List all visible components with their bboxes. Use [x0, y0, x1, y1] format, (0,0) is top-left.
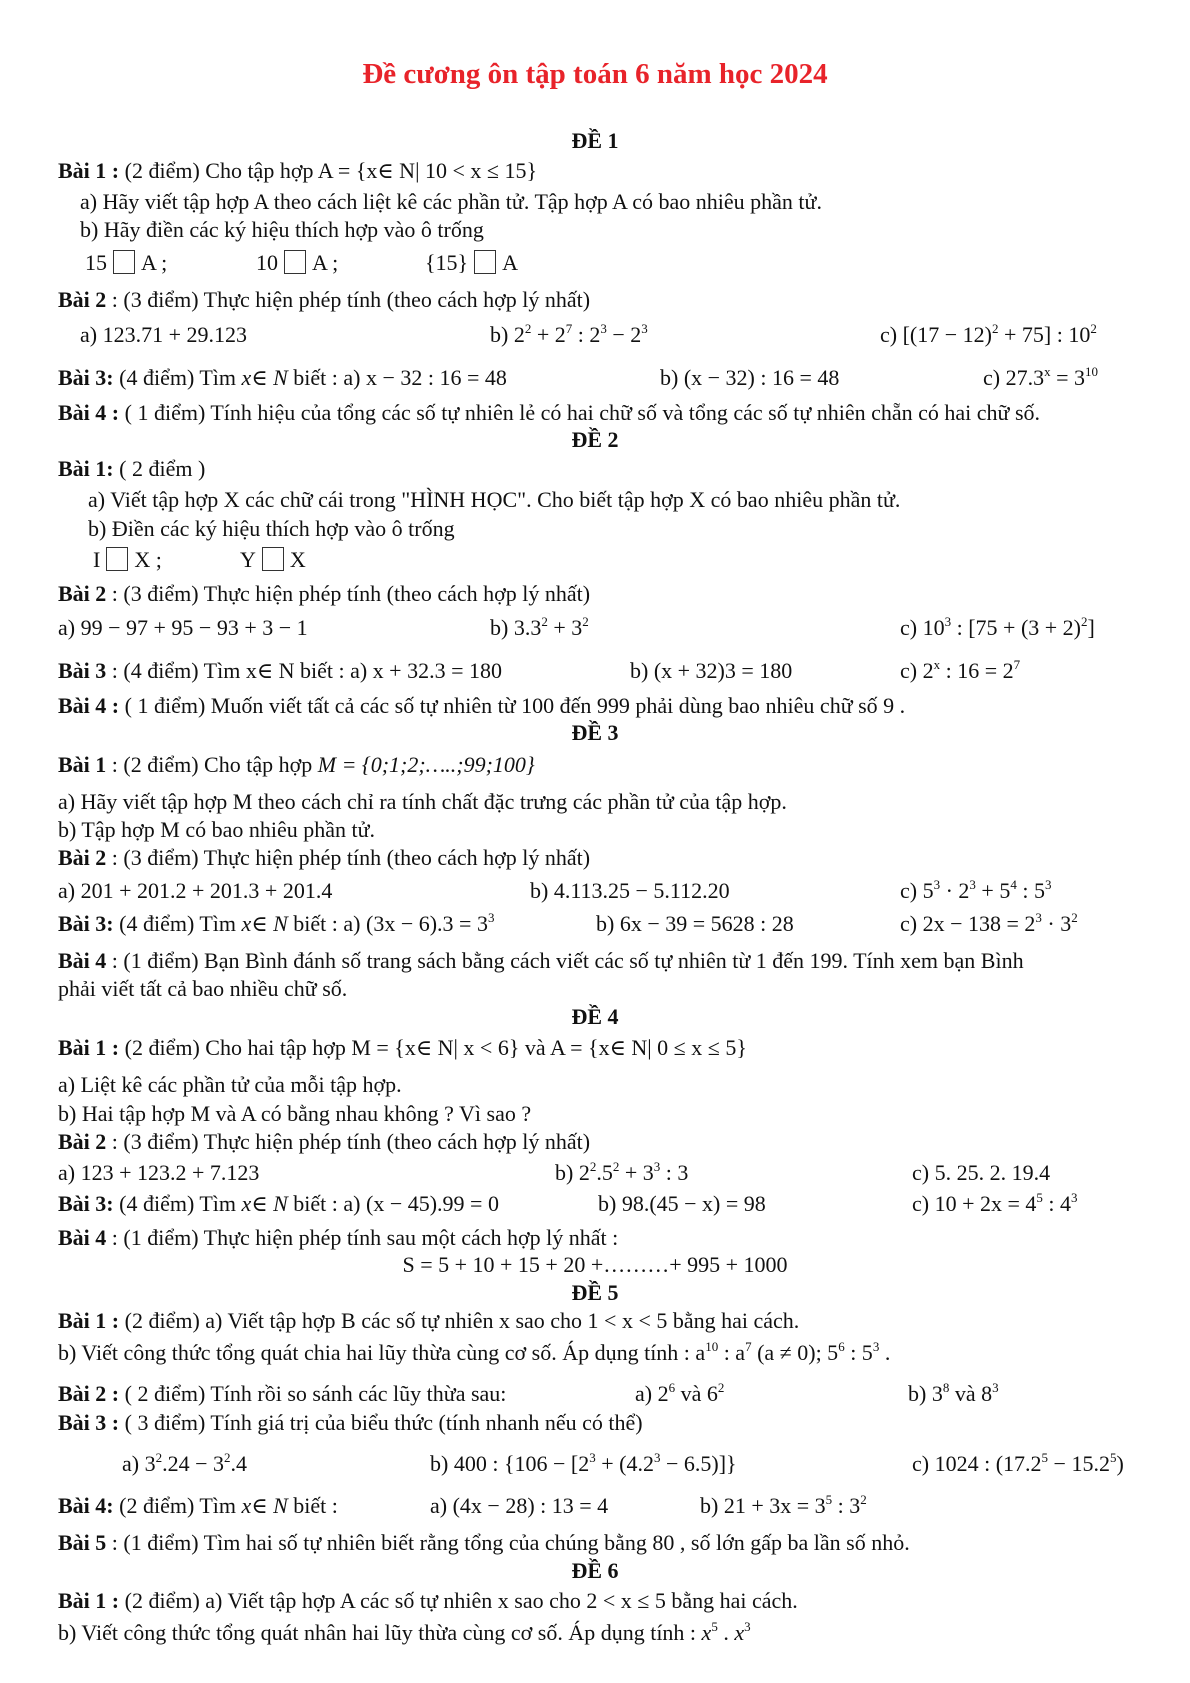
de4-bai1-label: Bài 1 : [58, 1035, 120, 1060]
de1-bai4 [58, 400, 1040, 426]
de2-fill1-after: X ; [134, 547, 162, 572]
de2-bai4-label: Bài 4 : [58, 693, 120, 718]
de4-bai1-a: a) Liệt kê các phần tử của mỗi tập hợp. [58, 1072, 402, 1097]
de5-bai3-a: a) $3^2.24 - 3^2.4$ [122, 1450, 248, 1476]
de2-bai1-text: ( 2 điểm ) [119, 456, 206, 481]
de4-bai1-set2: A = {x∈ N| 0 ≤ x ≤ 5} [549, 1035, 747, 1060]
de1-bai1-b: b) Hãy điền các ký hiệu thích hợp vào ô trống [80, 217, 484, 242]
de3-bai1-a: a) Hãy viết tập hợp M theo cách chỉ ra tính chất đặc trưng các phần tử của tập hợp. [58, 789, 787, 814]
prefix: c) [912, 1451, 930, 1476]
de2-bai3 [58, 658, 502, 684]
de3-bai3: Bài 3: (4 điểm) Tìm x∈ N biết : a) $(3x - 6).3 = 3^3$ [58, 910, 495, 936]
prefix: a) [635, 1381, 653, 1406]
de3-bai2-label: Bài 2 [58, 845, 107, 870]
de3-bai1-text: : (2 điểm) Cho tập hợp [111, 752, 313, 777]
de1-bai3-label: Bài 3: [58, 365, 114, 390]
de3-bai4-line2: phải viết tất cả bao nhiều chữ số. [58, 976, 348, 1001]
prefix: c) [880, 322, 898, 347]
de5-bai2-b: b) $3^8$ và $8^3$ [908, 1380, 999, 1406]
de5-bai1-label: Bài 1 : [58, 1308, 120, 1333]
de2-bai3-a: a) x + 32.3 = 180 [350, 658, 502, 683]
de3-bai2-text: : (3 điểm) Thực hiện phép tính (theo cách hợp lý nhất) [111, 845, 591, 870]
de2-bai1-b: b) Điền các ký hiệu thích hợp vào ô trống [88, 516, 455, 541]
de5-bai4-a: a) (4x − 28) : 13 = 4 [430, 1493, 609, 1518]
prefix: c) [900, 658, 918, 683]
de1-bai1-label: Bài 1 : [58, 158, 120, 183]
de4-bai1-and: và [524, 1035, 546, 1060]
de1-bai3-a: a) x − 32 : 16 = 48 [343, 365, 507, 390]
de5-bai4-text: (2 điểm) Tìm [119, 1493, 237, 1518]
de4-bai3-b: b) 98.(45 − x) = 98 [598, 1191, 766, 1216]
de4-bai3-label: Bài 3: [58, 1191, 114, 1216]
de1-fill2-label: 10 [256, 250, 278, 275]
de2-bai3-text: : (4 điểm) Tìm x∈ N biết : [111, 658, 345, 683]
prefix: c) [900, 878, 918, 903]
prefix: a) [122, 1451, 140, 1476]
de5-bai4: Bài 4: (2 điểm) Tìm x∈ N biết : [58, 1493, 338, 1518]
de1-bai2-b: b) $2^2 + 2^7$ : $2^3 - 2^3$ [490, 321, 648, 347]
de4-bai1-b: b) Hai tập hợp M và A có bằng nhau không ? Vì sao ? [58, 1101, 532, 1126]
de3-bai2 [58, 845, 590, 871]
de2-bai2-b: b) $3.3^2 + 3^2$ [490, 614, 589, 640]
de2-fill2-after: X [289, 547, 306, 572]
de1-bai2-text: : (3 điểm) Thực hiện phép tính (theo cách hợp lý nhất) [111, 287, 591, 312]
section-heading-de5: ĐỀ 5 [571, 1280, 619, 1305]
de1-fill2-after: A ; [312, 250, 339, 275]
de3-bai3-text: (4 điểm) Tìm [119, 911, 237, 936]
de1-bai2-a: a) 123.71 + 29.123 [80, 322, 247, 347]
page-title: Đề cương ôn tập toán 6 năm học 2024 [362, 58, 828, 90]
prefix: b) [700, 1493, 719, 1518]
de1-bai3-text: (4 điểm) Tìm [119, 365, 237, 390]
de3-bai2-a: a) 201 + 201.2 + 201.3 + 201.4 [58, 878, 333, 903]
de4-bai4-text: : (1 điểm) Thực hiện phép tính sau một cách hợp lý nhất : [111, 1225, 619, 1250]
de4-bai2-b: b) $2^2.5^2 + 3^3$ : 3 [555, 1159, 689, 1185]
section-heading-de4: ĐỀ 4 [571, 1004, 619, 1029]
de5-bai1-text: (2 điểm) a) Viết tập hợp B các số tự nhiên x sao cho 1 < x < 5 bằng hai cách. [124, 1308, 800, 1333]
de1-bai2 [58, 287, 590, 313]
de5-bai3 [58, 1410, 643, 1436]
de3-bai2-c: c) $5^3 \cdot 2^3 + 5^4$ : $5^3$ [900, 877, 1052, 903]
de1-fill3-after: A [502, 250, 519, 275]
de5-bai3-label: Bài 3 : [58, 1410, 120, 1435]
de3-bai2-b: b) 4.113.25 − 5.112.20 [530, 878, 730, 903]
de2-bai1 [58, 456, 205, 482]
de2-bai4-text: ( 1 điểm) Muốn viết tất cả các số tự nhiên từ 100 đến 999 phải dùng bao nhiêu chữ số 9 . [124, 693, 906, 718]
de3-bai1-set: M = {0;1;2;…..;99;100} [317, 752, 535, 777]
de1-fill-row-3 [425, 250, 518, 276]
de6-bai1-text: (2 điểm) a) Viết tập hợp A các số tự nhiên x sao cho 2 < x ≤ 5 bằng hai cách. [124, 1588, 798, 1613]
prefix: b) [555, 1160, 574, 1185]
blank-box[interactable] [113, 250, 135, 274]
de1-bai1-a: a) Hãy viết tập hợp A theo cách liệt kê các phần tử. Tập hợp A có bao nhiêu phần tử. [80, 189, 822, 214]
de4-bai2 [58, 1129, 590, 1155]
de1-bai3: Bài 3: (4 điểm) Tìm x∈ N biết : a) x − 32 : 16 = 48 [58, 365, 507, 390]
de4-bai4 [58, 1225, 618, 1251]
de2-bai2-label: Bài 2 [58, 581, 107, 606]
de1-fill1-label: 15 [85, 250, 107, 275]
de4-bai3: Bài 3: (4 điểm) Tìm x∈ N biết : a) (x − 45).99 = 0 [58, 1191, 499, 1216]
de2-bai2-text: : (3 điểm) Thực hiện phép tính (theo cách hợp lý nhất) [111, 581, 591, 606]
de1-fill3-label: {15} [425, 250, 469, 275]
prefix: b) [908, 1381, 927, 1406]
de5-bai2-label: Bài 2 : [58, 1381, 120, 1406]
de4-bai3-c: c) $10 + 2x = 4^5$ : $4^3$ [912, 1190, 1078, 1216]
de5-bai1-b-text: b) Viết công thức tổng quát chia hai lũy thừa cùng cơ số. Áp dụng tính : [58, 1340, 690, 1365]
prefix: c) [912, 1191, 930, 1216]
prefix: b) [490, 615, 509, 640]
prefix: c) [900, 615, 918, 640]
de5-bai2-a: a) $2^6$ và $6^2$ [635, 1380, 725, 1406]
de2-fill-row [93, 547, 162, 573]
de2-bai1-a: a) Viết tập hợp X các chữ cái trong "HÌNH HỌC". Cho biết tập hợp X có bao nhiêu phần tử. [88, 487, 901, 512]
de5-bai5-text: : (1 điểm) Tìm hai số tự nhiên biết rằng tổng của chúng bằng 80 , số lớn gấp ba lần số nhỏ. [111, 1530, 910, 1555]
de3-bai1 [58, 752, 535, 778]
de4-bai2-text: : (3 điểm) Thực hiện phép tính (theo cách hợp lý nhất) [111, 1129, 591, 1154]
de1-bai1-text: (2 điểm) Cho tập hợp [124, 158, 314, 183]
blank-box[interactable] [106, 547, 128, 571]
de5-bai1-b: b) Viết công thức tổng quát chia hai lũy thừa cùng cơ số. Áp dụng tính : $a^{10}$ : $a^7$ (a ≠ 0); $5^6$ : $5^3$ . [58, 1339, 891, 1365]
de2-bai3-label: Bài 3 [58, 658, 107, 683]
de1-fill1-after: A ; [141, 250, 168, 275]
section-heading-de2: ĐỀ 2 [571, 427, 619, 452]
prefix: a) [343, 911, 361, 936]
de2-fill2-label: Y [240, 547, 256, 572]
de4-bai4-expression: S = 5 + 10 + 15 + 20 +………+ 995 + 1000 [402, 1252, 788, 1277]
de1-bai4-text: ( 1 điểm) Tính hiệu của tổng các số tự nhiên lẻ có hai chữ số và tổng các số tự nhiên chẵn có hai chữ số. [124, 400, 1041, 425]
de1-bai3-b: b) (x − 32) : 16 = 48 [660, 365, 840, 390]
de5-bai1 [58, 1308, 799, 1334]
de6-bai1-b: b) Viết công thức tổng quát nhân hai lũy thừa cùng cơ số. Áp dụng tính : $x^5$ . $x^3$ [58, 1619, 751, 1645]
de3-bai1-label: Bài 1 [58, 752, 107, 777]
de2-fill-row-2 [240, 547, 306, 573]
de1-bai1 [58, 158, 537, 184]
de1-bai2-c: c) $[(17 - 12)^2 + 75]$ : $10^2$ [880, 321, 1097, 347]
de3-bai3-label: Bài 3: [58, 911, 114, 936]
de2-bai2-a: a) 99 − 97 + 95 − 93 + 3 − 1 [58, 615, 308, 640]
de3-bai1-b: b) Tập hợp M có bao nhiêu phần tử. [58, 817, 376, 842]
de4-bai1 [58, 1035, 747, 1061]
de2-bai2 [58, 581, 590, 607]
de3-bai4-label: Bài 4 [58, 948, 107, 973]
de1-bai3-c: c) $27.3^x = 3^{10}$ [983, 364, 1099, 390]
de5-bai4-b: b) $21 + 3x = 3^5$ : $3^2$ [700, 1492, 867, 1518]
de5-bai5 [58, 1530, 910, 1556]
de6-bai1 [58, 1588, 798, 1614]
de2-bai3-c: c) 2$^x$ : $16 = 2^7$ [900, 657, 1021, 683]
prefix: b) [430, 1451, 449, 1476]
de2-bai4 [58, 693, 905, 719]
de3-bai4-text: : (1 điểm) Bạn Bình đánh số trang sách bằng cách viết các số tự nhiên từ 1 đến 199. Tính xem bạn Bình [111, 948, 1024, 973]
de1-fill-row [85, 250, 167, 276]
section-heading-de6: ĐỀ 6 [571, 1558, 619, 1583]
de5-bai4-label: Bài 4: [58, 1493, 114, 1518]
de1-bai2-label: Bài 2 [58, 287, 107, 312]
de3-bai3-b: b) 6x − 39 = 5628 : 28 [596, 911, 794, 936]
de6-bai1-b-text: b) Viết công thức tổng quát nhân hai lũy thừa cùng cơ số. Áp dụng tính : [58, 1620, 697, 1645]
de2-fill1-label: I [93, 547, 101, 572]
de5-bai3-c: c) 1024 : $(17.2^5 - 15.2^5)$ [912, 1450, 1124, 1476]
de5-bai2 [58, 1381, 506, 1407]
de2-bai1-label: Bài 1: [58, 456, 114, 481]
de5-bai2-text: ( 2 điểm) Tính rồi so sánh các lũy thừa sau: [124, 1381, 507, 1406]
de4-bai2-label: Bài 2 [58, 1129, 107, 1154]
de4-bai2-a: a) 123 + 123.2 + 7.123 [58, 1160, 260, 1185]
de5-bai5-label: Bài 5 [58, 1530, 107, 1555]
blank-box[interactable] [284, 250, 306, 274]
de3-bai4 [58, 948, 1024, 974]
de2-bai2-c: c) $10^3$ : $[75 + (3 + 2)^2]$ [900, 614, 1095, 640]
de3-bai3-c: c) $2x - 138 = 2^3 \cdot 3^2$ [900, 910, 1078, 936]
de5-bai3-text: ( 3 điểm) Tính giá trị của biểu thức (tính nhanh nếu có thể) [124, 1410, 643, 1435]
de4-bai3-text: (4 điểm) Tìm [119, 1191, 237, 1216]
blank-box[interactable] [474, 250, 496, 274]
de1-bai1-set: A = {x∈ N| 10 < x ≤ 15} [317, 158, 538, 183]
de5-bai3-b: b) 400 : $\{106 - [2^3 + (4.2^3 - 6.5)]\}$ [430, 1450, 737, 1476]
de4-bai4-label: Bài 4 [58, 1225, 107, 1250]
de4-bai1-text: (2 điểm) Cho hai tập hợp [124, 1035, 346, 1060]
section-heading-de1: ĐỀ 1 [571, 128, 619, 153]
de6-bai1-label: Bài 1 : [58, 1588, 120, 1613]
de1-fill-row-2 [256, 250, 338, 276]
de4-bai2-c: c) 5. 25. 2. 19.4 [912, 1160, 1051, 1185]
de4-bai1-set1: M = {x∈ N| x < 6} [351, 1035, 520, 1060]
section-heading-de3: ĐỀ 3 [571, 720, 619, 745]
de4-bai3-a: a) (x − 45).99 = 0 [343, 1191, 499, 1216]
prefix: c) [900, 911, 918, 936]
de2-bai3-b: b) (x + 32)3 = 180 [630, 658, 793, 683]
prefix: b) [490, 322, 509, 347]
prefix: c) [983, 365, 1001, 390]
blank-box[interactable] [262, 547, 284, 571]
de1-bai4-label: Bài 4 : [58, 400, 120, 425]
